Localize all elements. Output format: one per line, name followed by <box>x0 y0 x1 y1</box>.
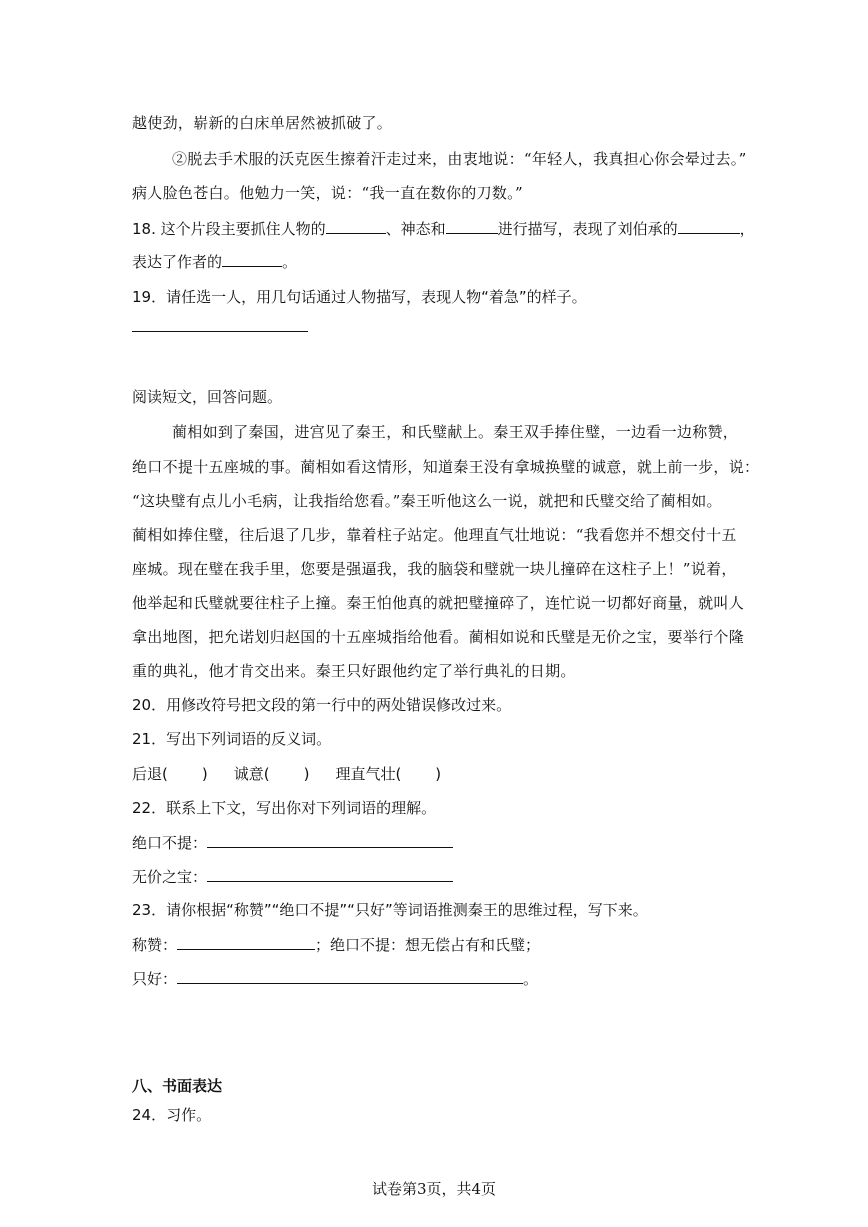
answer-line[interactable] <box>132 331 308 332</box>
q18-text: 表达了作者的 <box>132 253 223 271</box>
reading-line: 拿出地图，把允诺划归赵国的十五座城指给他看。蔺相如说和氏璧是无价之宝，要举行个隆 <box>132 628 745 646</box>
question-20: 20．用修改符号把文段的第一行中的两处错误修改过来。 <box>132 696 512 714</box>
reading-line: 座城。现在璧在我手里，您要是强逼我，我的脑袋和璧就一块儿撞碎在这柱子上！”说着， <box>132 560 737 578</box>
reading-line: 重的典礼，他才肯交出来。秦王只好跟他约定了举行典礼的日期。 <box>132 662 576 680</box>
q22-label: 无价之宝： <box>132 868 208 886</box>
antonym-close: ) <box>303 765 310 783</box>
q18-text: 18. 这个片段主要抓住人物的 <box>132 220 326 238</box>
answer-blank[interactable] <box>177 933 315 950</box>
antonym-close: ) <box>435 765 442 783</box>
page-footer: 试卷第3页，共4页 <box>371 1180 497 1198</box>
q18-text: 。 <box>282 253 298 271</box>
q22-answer-2 <box>132 865 453 888</box>
reading-line: 蔺相如到了秦国，进宫见了秦王，和氏璧献上。秦王双手捧住璧，一边看一边称赞， <box>172 423 739 441</box>
reading-line: 他举起和氏璧就要往柱子上撞。秦王怕他真的就把璧撞碎了，连忙说一切都好商量，就叫人 <box>132 594 745 612</box>
q23-answer-1 <box>132 933 540 956</box>
question-18 <box>132 217 755 240</box>
q22-answer-1 <box>132 831 453 854</box>
antonym-items <box>132 763 441 785</box>
question-24: 24．习作。 <box>132 1106 212 1124</box>
answer-blank[interactable] <box>326 217 386 234</box>
answer-blank[interactable] <box>177 967 523 984</box>
answer-blank[interactable] <box>678 217 740 234</box>
q18-text: ， <box>739 220 755 238</box>
question-23: 23．请你根据“称赞”“绝口不提”“只好”等词语推测秦王的思维过程，写下来。 <box>132 901 648 919</box>
reading-line: “这块璧有点儿小毛病，让我指给您看。”秦王听他这么一说，就把和氏璧交给了蔺相如。 <box>132 492 722 510</box>
answer-blank[interactable] <box>222 250 282 267</box>
q18-text: 、神态和 <box>385 220 446 238</box>
antonym-label: 后退( <box>132 765 168 783</box>
passage-line: 病人脸色苍白。他勉力一笑，说：“我一直在数你的刀数。” <box>132 184 523 202</box>
answer-blank[interactable] <box>446 217 498 234</box>
antonym-label: 诚意( <box>233 765 270 783</box>
section-title: 八、书面表达 <box>132 1077 223 1095</box>
q23-text: ；绝口不提：想无偿占有和氏璧； <box>315 936 541 954</box>
passage-line: 越使劲，崭新的白床单居然被抓破了。 <box>132 114 393 132</box>
answer-blank[interactable] <box>207 831 453 848</box>
q22-label: 绝口不提： <box>132 834 208 852</box>
reading-instruction: 阅读短文，回答问题。 <box>132 388 283 406</box>
antonym-close: ) <box>201 765 208 783</box>
question-19: 19．请任选一人，用几句话通过人物描写，表现人物“着急”的样子。 <box>132 288 587 306</box>
q23-label: 称赞： <box>132 936 178 954</box>
q23-answer-2 <box>132 967 538 990</box>
reading-line: 绝口不提十五座城的事。蔺相如看这情形，知道秦王没有拿城换璧的诚意，就上前一步，说： <box>132 458 760 476</box>
answer-blank[interactable] <box>207 865 453 882</box>
passage-line: ②脱去手术服的沃克医生擦着汗走过来，由衷地说：“年轻人，我真担心你会晕过去。” <box>172 150 747 168</box>
q23-text: 。 <box>523 970 539 988</box>
antonym-label: 理直气壮( <box>335 765 402 783</box>
question-22: 22．联系上下文，写出你对下列词语的理解。 <box>132 799 437 817</box>
q18-text: 进行描写，表现了刘伯承的 <box>497 220 678 238</box>
reading-line: 蔺相如捧住璧，往后退了几步，靠着柱子站定。他理直气壮地说：“我看您并不想交付十五 <box>132 526 737 544</box>
question-21: 21．写出下列词语的反义词。 <box>132 730 332 748</box>
q23-label: 只好： <box>132 970 178 988</box>
question-18-line2 <box>132 250 297 273</box>
